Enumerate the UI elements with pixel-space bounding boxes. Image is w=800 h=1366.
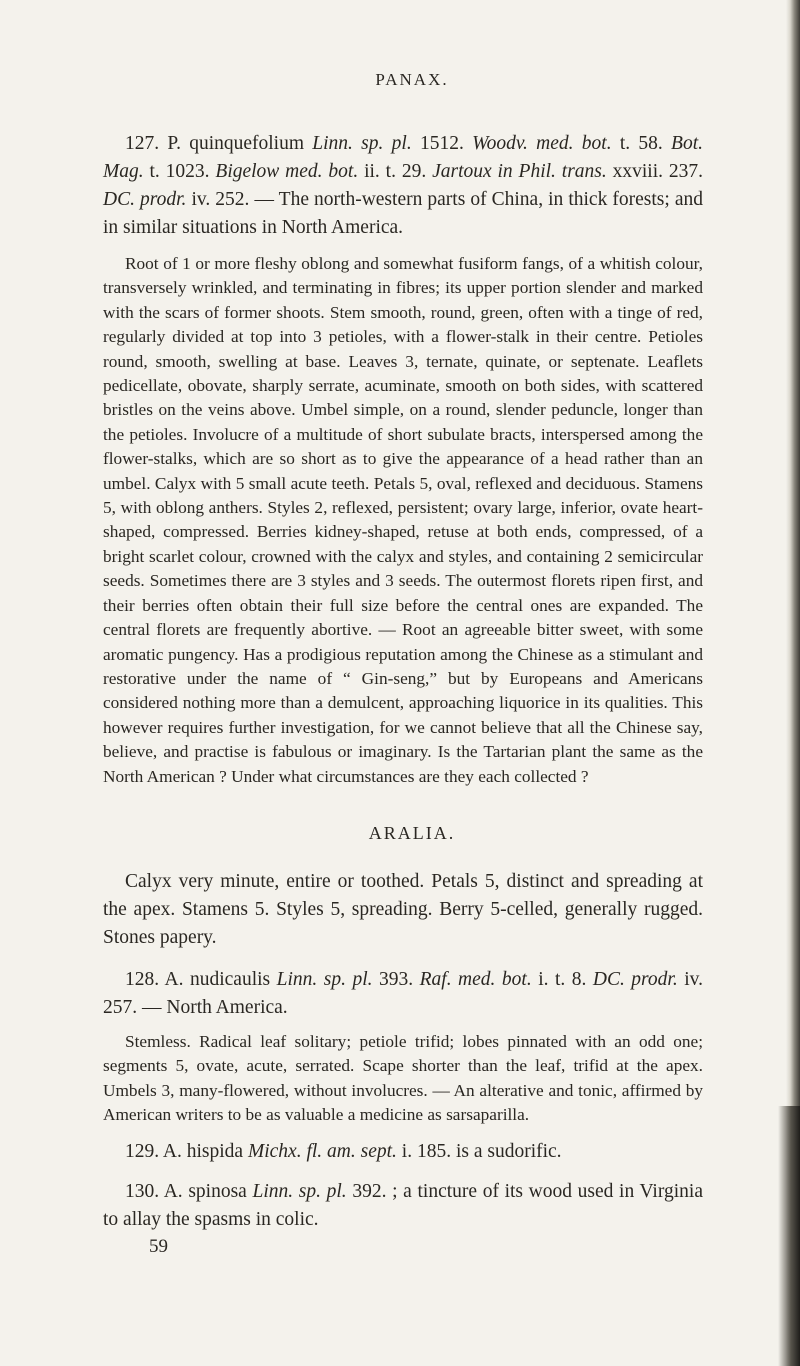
entry-127-citation: 127. P. quinquefolium Linn. sp. pl. 1512. Woodv. med. bot. t. 58. Bot. Mag. t. 1023. Bigelow med. bot. ii. t. 29. Jartoux in Phil. trans. xxviii. 237. DC. prodr. iv. 252. — The north-western parts of China, in thick forests; and in similar situations in North America. <box>103 133 704 238</box>
page-number: 59 <box>149 1235 168 1257</box>
entry-127-description: Root of 1 or more fleshy oblong and somewhat fusiform fangs, of a whitish colour, transversely wrinkled, and terminating in fibres; its upper portion slender and marked with the scars of former shoots. Stem smooth, round, green, often with a tinge of red, regularly divided at top into 3 petioles, with a flower-stalk in their centre. Petioles round, smooth, swelling at base. Leaves 3, ternate, quinate, or septenate. Leaflets pedicellate, obovate, sharply serrate, acuminate, smooth on both sides, with scattered bristles on the veins above. Umbel simple, on a round, slender peduncle, longer than the petioles. Involucre of a multitude of short subulate bracts, interspersed among the flower-stalks, which are so short as to give the appearance of a head rather than an umbel. Calyx with 5 small acute teeth. Petals 5, oval, reflexed and deciduous. Stamens 5, with oblong anthers. Styles 2, reflexed, persistent; ovary large, inferior, ovate heart-shaped, compressed. Berries kidney-shaped, retuse at both ends, compressed, of a bright scarlet colour, crowned with the calyx and styles, and containing 2 semicircular seeds. Sometimes there are 3 styles and 3 seeds. The outermost florets ripen first, and their berries often obtain their full size before the central ones are expanded. The central florets are frequently abortive. — Root an agreeable bitter sweet, with some aromatic pungency. Has a prodigious reputation among the Chinese as a stimulant and restorative under the name of “ Gin-seng,” but by Europeans and Americans considered nothing more than a demulcent, approaching liquorice in its qualities. This however requires further investigation, for we cannot believe that all the Chinese say, believe, and practise is fabulous or imaginary. Is the Tartarian plant the same as the North American ? Under what circumstances are they each collected ? <box>103 254 703 786</box>
genus-description: Calyx very minute, entire or toothed. Petals 5, distinct and spreading at the apex. Stamens 5. Styles 5, spreading. Berry 5-celled, generally rugged. Stones papery. <box>103 870 703 948</box>
page-content <box>103 70 703 1258</box>
page-edge-dark-corner <box>778 1106 800 1366</box>
genus-heading: ARALIA. <box>368 822 456 843</box>
entry-128-description: Stemless. Radical leaf solitary; petiole trifid; lobes pinnated with an odd one; segments 5, ovate, acute, serrated. Scape shorter than the leaf, trifid at the apex. Umbels 3, many-flowered, without involucres. — An alterative and tonic, affirmed by American writers to be as valuable a medicine as sarsaparilla. <box>103 1031 703 1125</box>
running-head: PANAX. <box>375 70 449 89</box>
entry-129: 129. A. hispida Michx. fl. am. sept. i. 185. is a sudorific. <box>125 1140 562 1162</box>
entry-128-citation: 128. A. nudicaulis Linn. sp. pl. 393. Raf. med. bot. i. t. 8. DC. prodr. iv. 257. — North America. <box>103 968 703 1018</box>
entry-130: 130. A. spinosa Linn. sp. pl. 392. ; a tincture of its wood used in Virginia to allay the spasms in colic. <box>103 1180 703 1230</box>
